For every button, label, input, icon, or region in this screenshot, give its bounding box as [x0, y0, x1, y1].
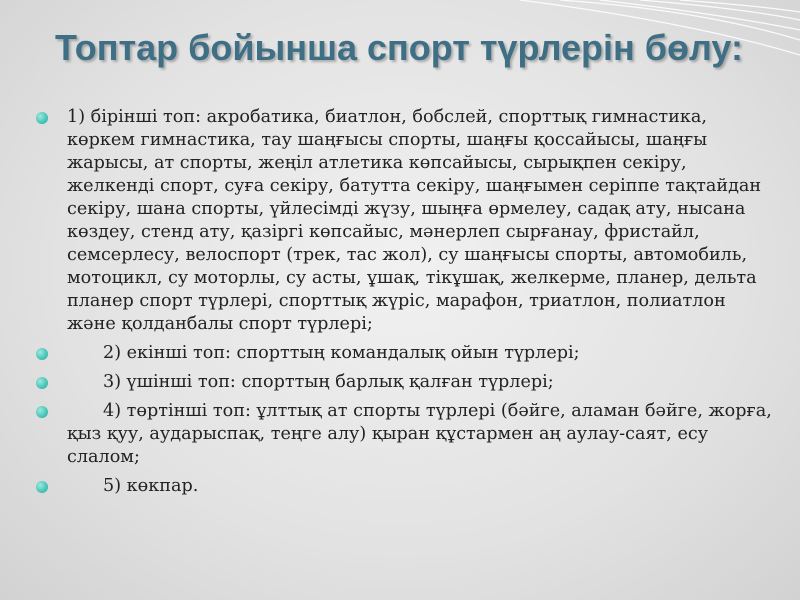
- bullet-dot-icon: [36, 112, 48, 124]
- list-item-text: 1) бірінші топ: акробатика, биатлон, бобслей, спорттық гимнастика, көркем гимнастика, тау шаңғысы спорты, шаңғы қоссайысы, шаңғы жарысы, ат спорты, жеңіл атлетика көпсайысы, сырықпен секіру, желкенді спорт, суға секіру, батутта секіру, шаңғымен серіппе тақтайдан секіру, шана спорты, үйлесімді жүзу, шыңға өрмелеу, садақ ату, нысана көздеу, стенд ату, қазіргі көпсайыс, мәнерлеп сырғанау, фристайл, семсерлесу, велоспорт (трек, тас жол), су шаңғысы спорты, автомобиль, мотоцикл, су моторлы, су асты, ұшақ, тікұшақ, желкерме, планер, дельта планер спорт түрлері, спорттық жүріс, марафон, триатлон, полиатлон және қолданбалы спорт түрлері;: [67, 107, 762, 334]
- list-item: [36, 371, 776, 394]
- list-item: [36, 342, 776, 365]
- bullet-dot-icon: [36, 377, 48, 389]
- list-item-text: 5) көкпар.: [103, 476, 199, 496]
- list-item: [36, 400, 776, 469]
- list-item: [36, 106, 776, 336]
- bullet-dot-icon: [36, 406, 48, 418]
- bullet-list: [36, 106, 776, 504]
- bullet-dot-icon: [36, 481, 48, 493]
- slide-title: Топтар бойынша спорт түрлерін бөлу:: [55, 27, 743, 68]
- list-item-text: 2) екінші топ: спорттың командалық ойын түрлері;: [103, 343, 580, 363]
- bullet-dot-icon: [36, 348, 48, 360]
- list-item: [36, 475, 776, 498]
- list-item-text: 4) төртінші топ: ұлттық ат спорты түрлері (бәйге, аламан бәйге, жорға, қыз қуу, аударыспақ, теңге алу) қыран құстармен аң аулау-саят, есу слалом;: [67, 401, 772, 467]
- list-item-text: 3) үшінші топ: спорттың барлық қалған түрлері;: [103, 372, 554, 392]
